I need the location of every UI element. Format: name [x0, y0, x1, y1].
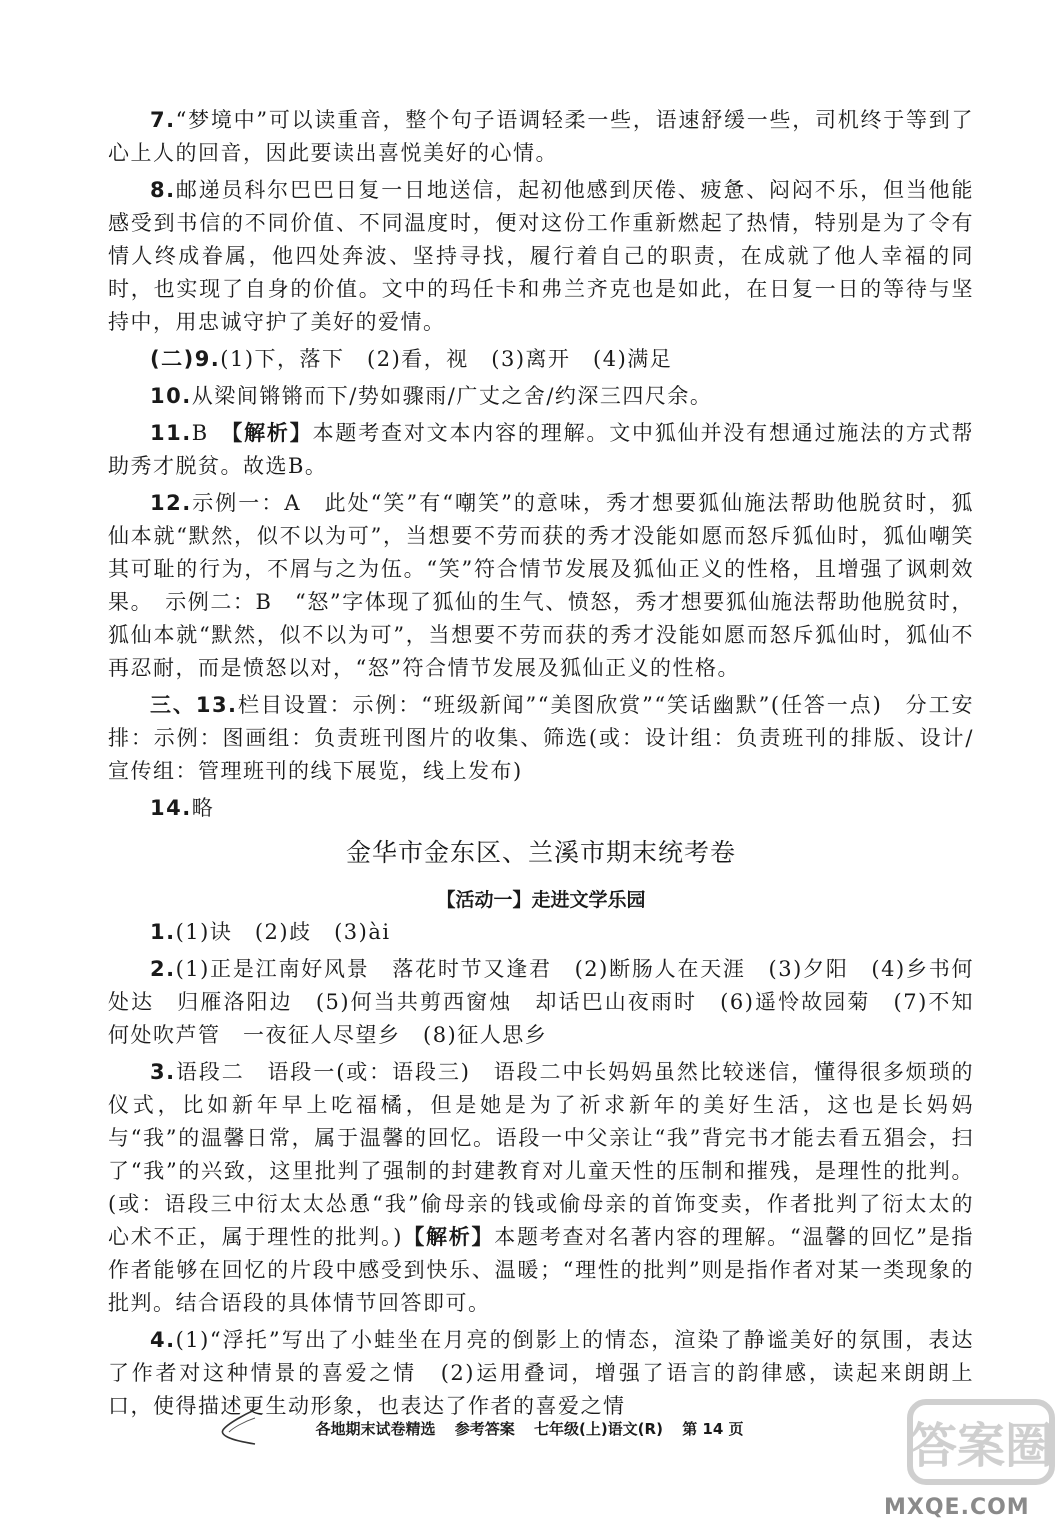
- answer-page: [108, 104, 974, 1427]
- answer-text: (1)正是江南好风景 落花时节又逢君 (2)断肠人在天涯 (3)夕阳 (4)乡书何处达 归雁洛阳边 (5)何当共剪西窗烛 却话巴山夜雨时 (6)遥怜故园菊 (7)不知何处吹芦管 一夜征人尽望乡 (8)征人思乡: [108, 957, 974, 1047]
- answer-13: [108, 689, 974, 788]
- answer-7: [108, 104, 974, 170]
- question-number: (二)9.: [150, 347, 221, 371]
- answer-text: 从梁间锵锵而下/势如骤雨/广丈之舍/约深三四尺余。: [191, 384, 713, 408]
- answer-1: [108, 916, 974, 949]
- footer-grade: 七年级(上)语文(R): [533, 1420, 663, 1438]
- analysis-tag: 【解析】: [231, 421, 313, 445]
- answer-text: (1)诀 (2)歧 (3)ài: [175, 920, 391, 944]
- activity-title: 【活动一】走进文学乐园: [436, 889, 646, 911]
- question-number: 7.: [150, 108, 176, 132]
- answer-text: 邮递员科尔巴巴日复一日地送信，起初他感到厌倦、疲惫、闷闷不乐，但当他能感受到书信的不同价值、不同温度时，便对这份工作重新燃起了热情，特别是为了令有情人终成眷属，他四处奔波、坚持寻找，履行着自己的职责，在成就了他人幸福的同时，也实现了自身的价值。文中的玛任卡和弗兰齐克也是如此，在日复一日的等待与坚持中，用忠诚守护了美好的爱情。: [108, 178, 974, 334]
- footer-section: 参考答案: [454, 1420, 515, 1438]
- question-number: 14.: [150, 796, 192, 820]
- answer-10: [108, 380, 974, 413]
- watermark-glyph: 答案圈: [908, 1418, 1054, 1474]
- exam-title: 金华市金东区、兰溪市期末统考卷: [345, 838, 736, 867]
- answer-text: (1)“浮托”写出了小蛙坐在月亮的倒影上的情态，渲染了静谧美好的氛围，表达了作者对这种情景的喜爱之情 (2)运用叠词，增强了语言的韵律感，读起来朗朗上口，使得描述更生动形象，也表达了作者的喜爱之情: [108, 1328, 974, 1418]
- question-number: 1.: [150, 920, 176, 944]
- answer-text: “梦境中”可以读重音，整个句子语调轻柔一些，语速舒缓一些，司机终于等到了心上人的回音，因此要读出喜悦美好的心情。: [108, 108, 974, 165]
- answer-9: [108, 343, 974, 376]
- analysis-text: 本题考查对名著内容的理解。“温馨的回忆”是指作者能够在回忆的片段中感受到快乐、温暖；“理性的批判”则是指作者对某一类现象的批判。结合语段的具体情节回答即可。: [108, 1225, 974, 1315]
- question-number: 2.: [150, 957, 176, 981]
- question-number: 三、13.: [150, 693, 238, 717]
- footer-book-title: 各地期末试卷精选: [315, 1420, 436, 1438]
- answer-text: 示例一：A 此处“笑”有“嘲笑”的意味，秀才想要狐仙施法帮助他脱贫时，狐仙本就“默然，似不以为可”，当想要不劳而获的秀才没能如愿而怒斥狐仙时，狐仙嘲笑其可耻的行为，不屑与之为伍。“笑”符合情节发展及狐仙正义的性格，且增强了讽刺效果。 示例二：B “怒”字体现了狐仙的生气、愤怒，秀才想要狐仙施法帮助他脱贫时，狐仙本就“默然，似不以为可”，当想要不劳而获的秀才没能如愿而怒斥狐仙时，狐仙不再忍耐，而是愤怒以对，“怒”符合情节发展及狐仙正义的性格。: [108, 491, 974, 680]
- answer-text: 栏目设置：示例：“班级新闻”“美图欣赏”“笑话幽默”(任答一点) 分工安排：示例：图画组：负责班刊图片的收集、筛选(或：设计组：负责班刊的排版、设计/宣传组：管理班刊的线下展览，线上发布): [108, 693, 974, 783]
- answer-3: [108, 1056, 974, 1320]
- footer-page-number: 第 14 页: [682, 1420, 744, 1438]
- answer-text: 本题考查对文本内容的理解。文中狐仙并没有想通过施法的方式帮助秀才脱贫。故选B。: [108, 421, 975, 478]
- answer-text: 略: [191, 796, 215, 820]
- answer-12: [108, 487, 974, 685]
- answer-2: [108, 953, 974, 1052]
- question-number: 11.: [150, 421, 192, 445]
- answer-11: [108, 417, 974, 483]
- watermark-text: MXQE.COM: [884, 1495, 1030, 1520]
- page-footer: [0, 1418, 1059, 1439]
- answer-choice: B: [191, 421, 232, 445]
- question-number: 8.: [150, 178, 176, 202]
- question-number: 10.: [150, 384, 192, 408]
- answer-8: [108, 174, 974, 339]
- question-number: 3.: [150, 1060, 176, 1084]
- question-number: 12.: [150, 491, 192, 515]
- analysis-tag: 【解析】: [402, 1225, 495, 1249]
- answer-text: (1)下，落下 (2)看，视 (3)离开 (4)满足: [220, 347, 673, 371]
- answer-14: [108, 792, 974, 825]
- answer-text: 语段二 语段一(或：语段三) 语段二中长妈妈虽然比较迷信，懂得很多烦琐的仪式，比如新年早上吃福橘，但是她是为了祈求新年的美好生活，这也是长妈妈与“我”的温馨日常，属于温馨的回忆。语段一中父亲让“我”背完书才能去看五猖会，扫了“我”的兴致，这里批判了强制的封建教育对儿童天性的压制和摧残，是理性的批判。(或：语段三中衍太太怂恿“我”偷母亲的钱或偷母亲的首饰变卖，作者批判了衍太太的心术不正，属于理性的批判。): [108, 1060, 974, 1249]
- question-number: 4.: [150, 1328, 176, 1352]
